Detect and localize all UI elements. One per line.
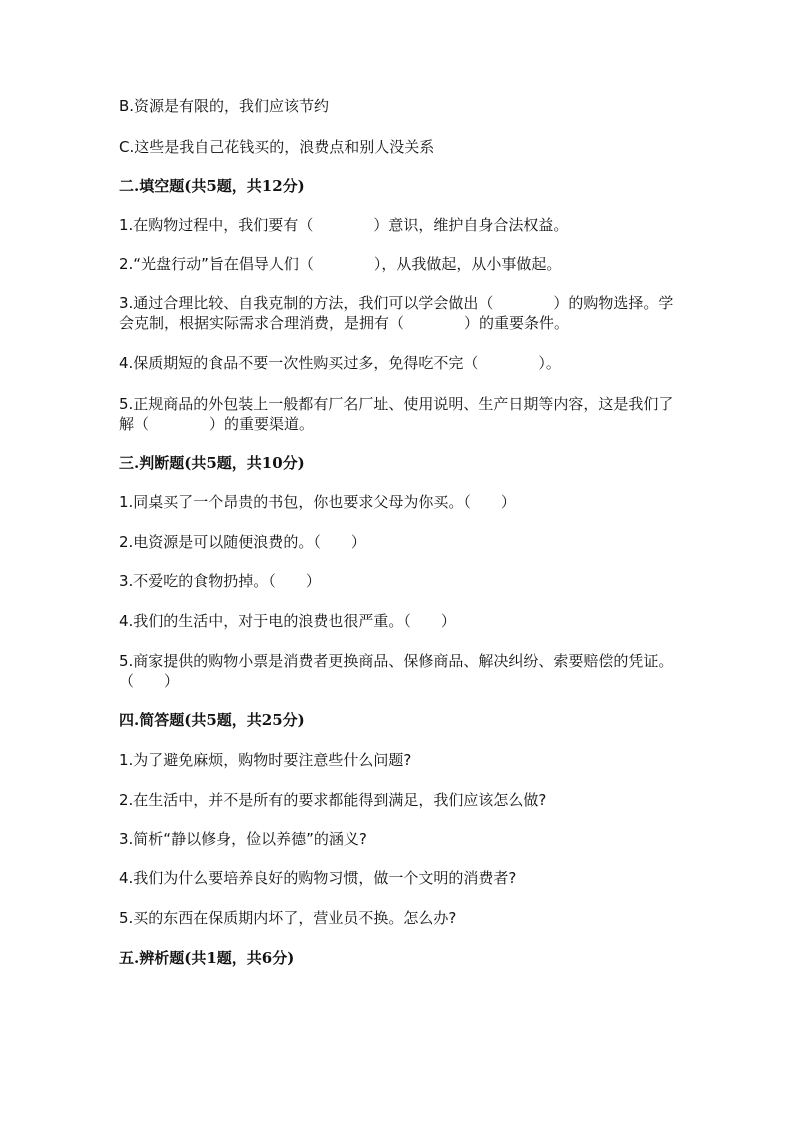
- fill-question-2: 2.“光盘行动”旨在倡导人们（ ），从我做起，从小事做起。: [119, 255, 562, 273]
- short-question-1: 1.为了避免麻烦，购物时要注意些什么问题?: [119, 751, 412, 769]
- section-analysis-title: 五.辨析题(共1题，共6分): [119, 949, 295, 967]
- judge-question-4: 4.我们的生活中，对于电的浪费也很严重。（ ）: [119, 612, 456, 630]
- option-b: B.资源是有限的，我们应该节约: [119, 97, 330, 115]
- judge-question-3: 3.不爱吃的食物扔掉。（ ）: [119, 572, 321, 590]
- judge-question-5: 5.商家提供的购物小票是消费者更换商品、保修商品、解决纠纷、索要赔偿的凭证。（ ）: [119, 652, 674, 690]
- option-c: C.这些是我自己花钱买的，浪费点和别人没关系: [119, 138, 435, 156]
- fill-question-4: 4.保质期短的食品不要一次性购买过多，免得吃不完（ ）。: [119, 354, 561, 372]
- short-question-2: 2.在生活中，并不是所有的要求都能得到满足，我们应该怎么做?: [119, 791, 547, 809]
- section-short-answer-title: 四.简答题(共5题，共25分): [119, 711, 305, 729]
- section-judge-title: 三.判断题(共5题，共10分): [119, 454, 305, 472]
- fill-question-5: 5.正规商品的外包装上一般都有厂名厂址、使用说明、生产日期等内容，这是我们了解（ ）的重要渠道。: [119, 395, 674, 433]
- judge-question-1: 1.同桌买了一个昂贵的书包，你也要求父母为你买。（ ）: [119, 493, 516, 511]
- short-question-5: 5.买的东西在保质期内坏了，营业员不换。怎么办?: [119, 909, 457, 927]
- short-question-4: 4.我们为什么要培养良好的购物习惯，做一个文明的消费者?: [119, 869, 517, 887]
- fill-question-3: 3.通过合理比较、自我克制的方法，我们可以学会做出（ ）的购物选择。学会克制，根据实际需求合理消费，是拥有（ ）的重要条件。: [119, 294, 674, 332]
- judge-question-2: 2.电资源是可以随便浪费的。（ ）: [119, 533, 366, 551]
- fill-question-1: 1.在购物过程中，我们要有（ ）意识，维护自身合法权益。: [119, 216, 569, 234]
- section-fill-in-title: 二.填空题(共5题，共12分): [119, 177, 305, 195]
- short-question-3: 3.简析“静以修身，俭以养德”的涵义?: [119, 830, 367, 848]
